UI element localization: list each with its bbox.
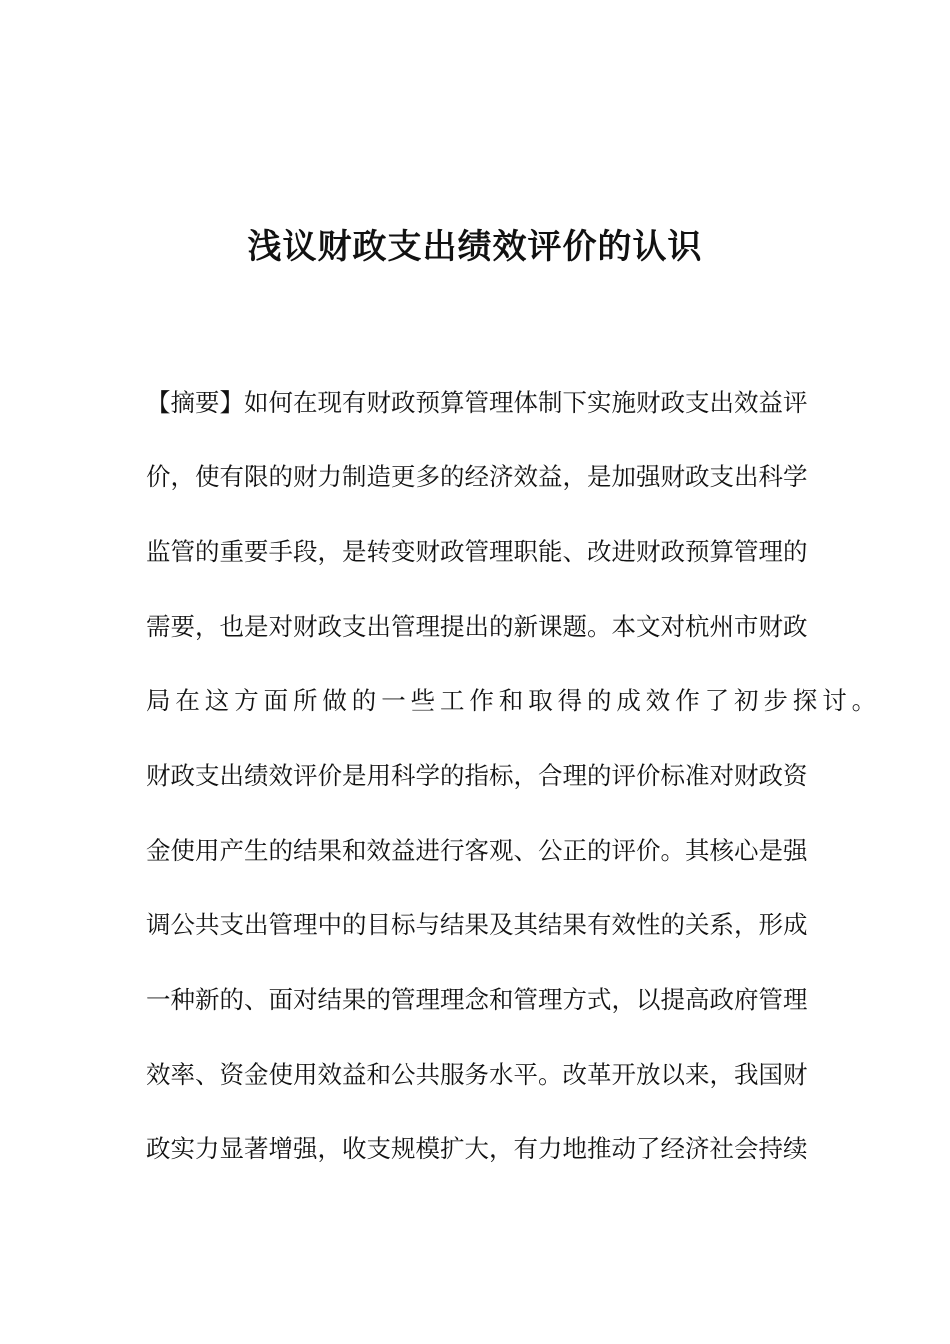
body-line: 政 实 力 显 著 增 强 ， 收 支 规 模 扩 大 ， 有 力 地 推 动 了 经 济 社 会 持 续 (146, 1134, 808, 1163)
body-line: 一 种 新 的 、 面 对 结 果 的 管 理 理 念 和 管 理 方 式 ， 以 提 高 政 府 管 理 (146, 985, 808, 1014)
document-title: 浅议财政支出绩效评价的认识 (247, 227, 703, 267)
body-line: 金 使 用 产 生 的 结 果 和 效 益 进 行 客 观 、 公 正 的 评 价 。 其 核 心 是 强 (146, 836, 808, 865)
abstract-line: 价 ， 使 有 限 的 财 力 制 造 更 多 的 经 济 效 益 ， 是 加 强 财 政 支 出 科 学 (146, 462, 808, 491)
abstract-line: 【 摘 要 】 如 何 在 现 有 财 政 预 算 管 理 体 制 下 实 施 财 政 支 出 效 益 评 (146, 388, 808, 417)
abstract-line: 局在这方面所做的一些工作和取得的成效作了初步探讨。 (146, 686, 881, 715)
abstract-line: 需 要 ， 也 是 对 财 政 支 出 管 理 提 出 的 新 课 题 。 本 文 对 杭 州 市 财 政 (146, 612, 808, 641)
body-line: 效 率 、 资 金 使 用 效 益 和 公 共 服 务 水 平 。 改 革 开 放 以 来 ， 我 国 财 (146, 1060, 808, 1089)
body-line: 调 公 共 支 出 管 理 中 的 目 标 与 结 果 及 其 结 果 有 效 性 的 关 系 ， 形 成 (146, 910, 808, 939)
abstract-line: 监 管 的 重 要 手 段 ， 是 转 变 财 政 管 理 职 能 、 改 进 财 政 预 算 管 理 的 (146, 537, 808, 566)
body-line: 财 政 支 出 绩 效 评 价 是 用 科 学 的 指 标 ， 合 理 的 评 价 标 准 对 财 政 资 (146, 761, 808, 790)
